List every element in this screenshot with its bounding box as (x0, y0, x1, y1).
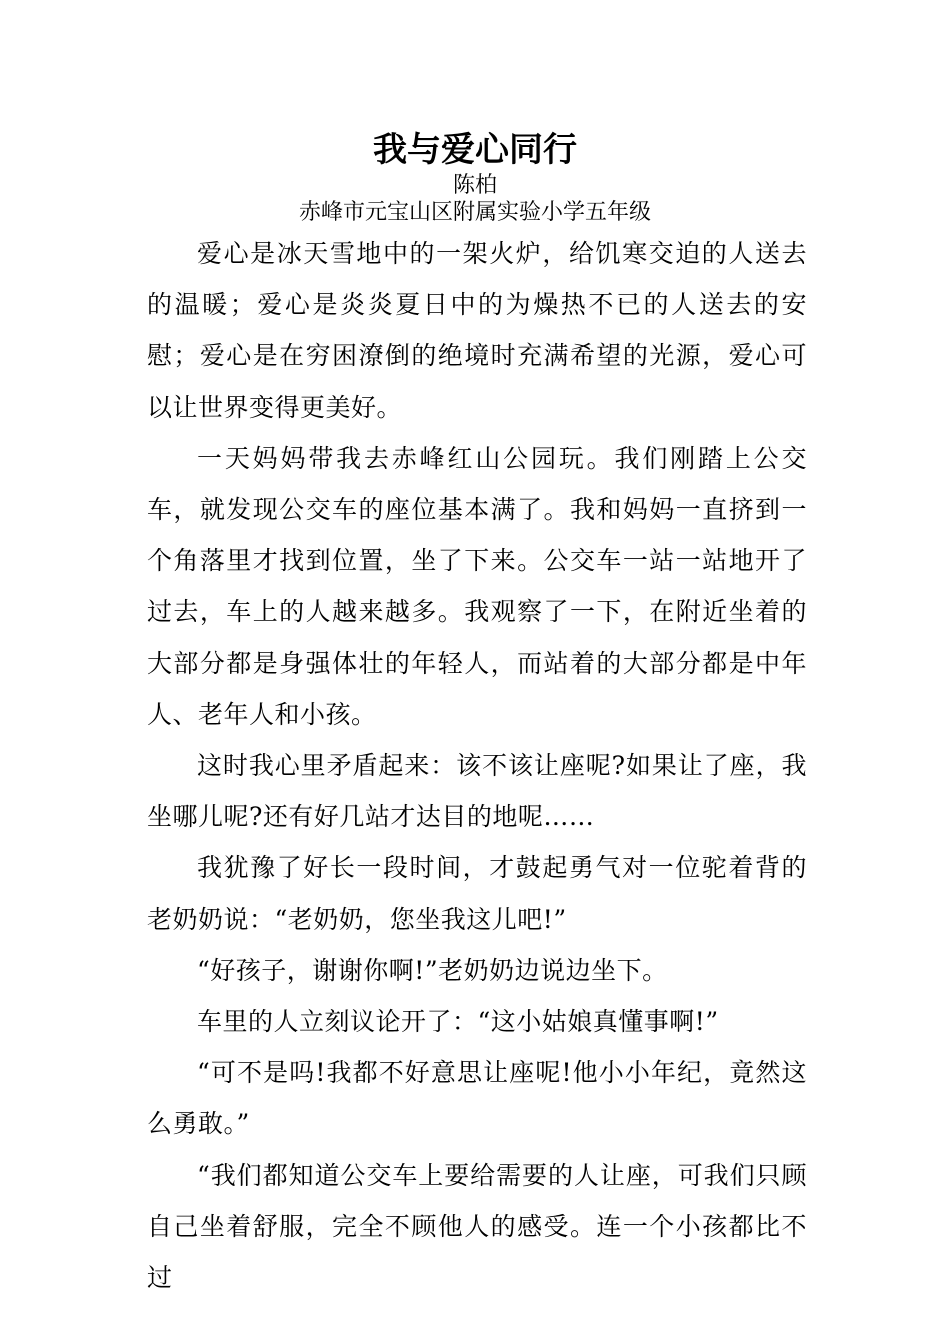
page-title: 我与爱心同行 (373, 130, 577, 170)
paragraph: 一天妈妈带我去赤峰红山公园玩。我们刚踏上公交车，就发现公交车的座位基本满了。我和妈妈一直挤到一个角落里才找到位置，坐了下来。公交车一站一站地开了过去，车上的人越来越多。我观察了一下，在附近坐着的大部分都是身强体壮的年轻人，而站着的大部分都是中年人、老年人和小孩。 (147, 443, 807, 729)
paragraph: 我犹豫了好长一段时间，才鼓起勇气对一位驼着背的老奶奶说：“老奶奶，您坐我这儿吧!” (147, 853, 807, 934)
paragraph: “我们都知道公交车上要给需要的人让座，可我们只顾自己坐着舒服，完全不顾他人的感受。连一个小孩都比不过 (147, 1160, 807, 1293)
paragraph: “可不是吗!我都不好意思让座呢!他小小年纪，竟然这么勇敢。” (147, 1058, 807, 1139)
paragraph: 爱心是冰天雪地中的一架火炉，给饥寒交迫的人送去的温暖；爱心是炎炎夏日中的为燥热不已的人送去的安慰；爱心是在穷困潦倒的绝境时充满希望的光源，爱心可以让世界变得更美好。 (147, 239, 807, 422)
paragraph: “好孩子，谢谢你啊!”老奶奶边说边坐下。 (197, 955, 668, 985)
article-body (147, 228, 807, 1303)
author-name: 陈柏 (452, 173, 497, 198)
paragraph: 这时我心里矛盾起来：该不该让座呢?如果让了座，我坐哪儿呢?还有好几站才达目的地呢…… (147, 751, 807, 832)
school-name: 赤峰市元宝山区附属实验小学五年级 (298, 200, 651, 225)
paragraph: 车里的人立刻议论开了：“这小姑娘真懂事啊!” (197, 1007, 719, 1037)
